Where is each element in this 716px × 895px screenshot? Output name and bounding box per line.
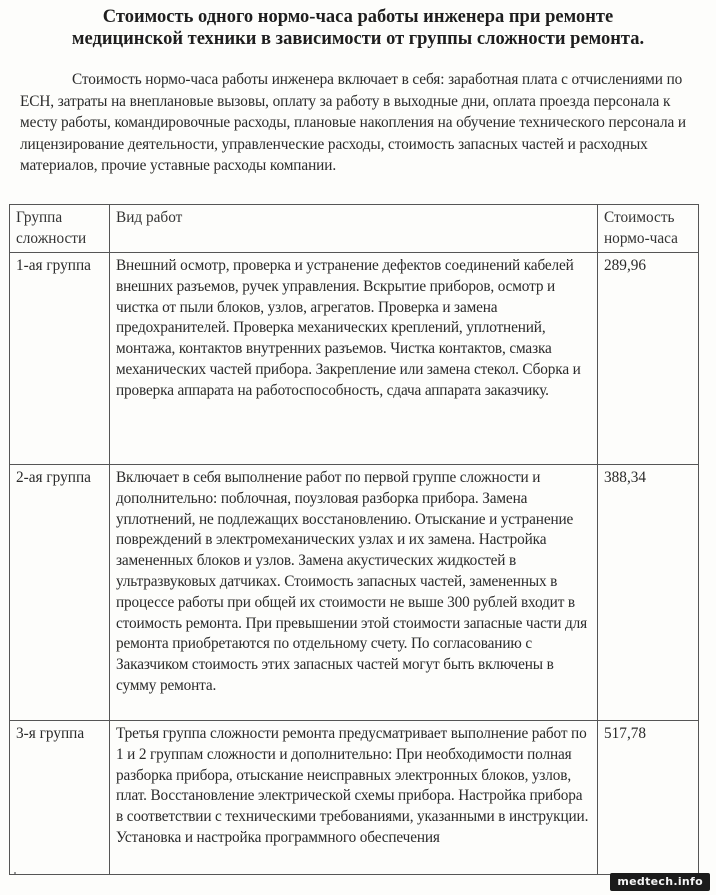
row-work-cell: Включает в себя выполнение работ по первой группе сложности и дополнительно: поблочная, поузловая разборка прибора. Замена уплотнений, не подлежащих восстановлению. Отыскание и устранение повреждений в электромеханических узлах и их замена. Настройка замененных блоков и узлов. Замена акустических жидкостей в ультразвуковых датчиках. Стоимость запасных частей, замененных в процессе работы при общей их стоимости не выше 300 рублей входит в стоимость ремонта. При превышении этой стоимости запасные части для ремонта приобретаются по отдельному счету. По согласованию с Заказчиком стоимость этих запасных частей могут быть включены в сумму ремонта. [110, 465, 598, 721]
row-group-cell: 2-ая группа [10, 465, 110, 721]
intro-paragraph: Стоимость нормо-часа работы инженера включает в себя: заработная плата с отчислениями по ЕСН, затраты на внеплановые вызовы, оплату за работу в выходные дни, оплата проезда персонала к месту работы, командировочные расходы, плановые накопления на обучение технического персонала и лицензирование деятельности, управленческие расходы, стоимость запасных частей и расходных материалов, прочие уставные расходы компании. [20, 71, 687, 174]
table-header-row [10, 205, 699, 253]
title-line-2: медицинской техники в зависимости от группы сложности ремонта. [71, 29, 645, 49]
table-row [10, 465, 699, 721]
header-group: Группа сложности [10, 205, 110, 253]
row-work-cell: Внешний осмотр, проверка и устранение дефектов соединений кабелей внешних разъемов, ручек управления. Вскрытие приборов, осмотр и чистка от пыли блоков, узлов, агрегатов. Проверка и замена предохранителей. Проверка механических креплений, уплотнений, монтажа, контактов внутренних разъемов. Чистка контактов, смазка механических частей прибора. Закрепление или замена стекол. Сборка и проверка аппарата на работоспособность, сдача аппарата заказчику. [110, 253, 598, 465]
header-work: Вид работ [110, 205, 598, 253]
row-group-cell: 1-ая группа [10, 253, 110, 465]
watermark-badge: medtech.info [610, 873, 710, 891]
table-row [10, 253, 699, 465]
header-price: Стоимость нормо-часа [598, 205, 699, 253]
row-price-cell: 289,96 [598, 253, 699, 465]
row-price-cell: 517,78 [598, 721, 699, 875]
title-line-1: Стоимость одного нормо-часа работы инженера при ремонте [102, 7, 614, 27]
table-row [10, 721, 699, 875]
row-work-cell: Третья группа сложности ремонта предусматривает выполнение работ по 1 и 2 группам сложности и дополнительно: При необходимости полная разборка прибора, отыскание неисправных электронных блоков, узлов, плат. Восстановление электрической схемы прибора. Настройка прибора в соответствии с техническими требованиями, указанными в инструкции. Установка и настройка программного обеспечения [110, 721, 598, 875]
row-group-cell: 3-я группа [10, 721, 110, 875]
price-table [9, 204, 699, 875]
scan-dot [14, 872, 16, 874]
row-price-cell: 388,34 [598, 465, 699, 721]
document-title [20, 6, 696, 50]
